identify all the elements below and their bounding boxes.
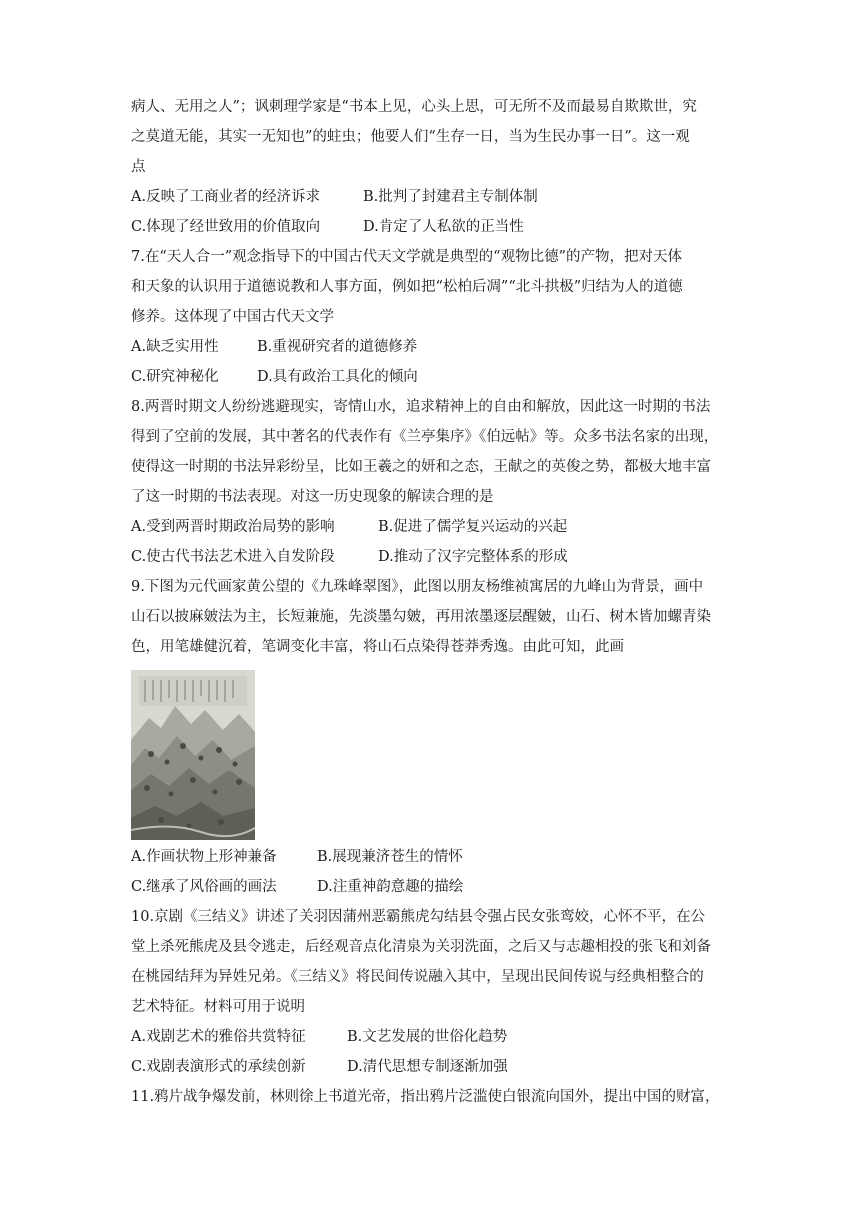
question-stem-line: 7.在“天人合一”观念指导下的中国古代天文学就是典型的“观物比德”的产物，把对天体: [131, 249, 682, 265]
option-a: A.受到两晋时期政治局势的影响: [131, 519, 335, 535]
question-8: [131, 392, 731, 572]
question-7: [131, 242, 731, 392]
question-stem-line: 山石以披麻皴法为主，长短兼施，先淡墨勾皴，再用浓墨逐层醒皴，山石、树木皆加螺青染: [131, 609, 711, 625]
option-b: B.促进了儒学复兴运动的兴起: [378, 519, 568, 535]
option-row: [131, 212, 731, 242]
question-9: [131, 572, 731, 902]
option-d: D.推动了汉字完整体系的形成: [378, 549, 568, 565]
option-c: C.戏剧表演形式的承续创新: [131, 1059, 306, 1075]
option-row: [131, 512, 731, 542]
option-d: D.肯定了人私欲的正当性: [363, 219, 524, 235]
option-row: [131, 332, 731, 362]
question-stem-line: 8.两晋时期文人纷纷逃避现实，寄情山水，追求精神上的自由和解放，因此这一时期的书法: [131, 399, 711, 415]
question-stem-line: 堂上杀死熊虎及县令逃走，后经观音点化清泉为关羽洗面，之后又与志趣相投的张飞和刘备: [131, 939, 711, 955]
question-stem-line: 之莫道无能，其实一无知也”的蛀虫；他要人们“生存一日，当为生民办事一日”。这一观: [131, 129, 690, 145]
option-row: [131, 542, 731, 572]
option-row: [131, 842, 731, 872]
question-stem-line: 9.下图为元代画家黄公望的《九珠峰翠图》，此图以朋友杨维祯寓居的九峰山为背景，画中: [131, 579, 704, 595]
option-b: B.重视研究者的道德修养: [257, 339, 418, 355]
option-a: A.反映了工商业者的经济诉求: [131, 189, 321, 205]
option-a: A.戏剧艺术的雅俗共赏特征: [131, 1029, 306, 1045]
option-a: A.作画状物上形神兼备: [131, 849, 277, 865]
option-b: B.展现兼济苍生的情怀: [317, 849, 463, 865]
question-11: [131, 1082, 731, 1112]
question-stem-line: 11.鸦片战争爆发前，林则徐上书道光帝，指出鸦片泛滥使白银流向国外，提出中国的财富，: [131, 1089, 720, 1105]
question-stem-line: 病人、无用之人”；讽刺理学家是“书本上见，心头上思，可无所不及而最易自欺欺世，究: [131, 99, 697, 115]
option-d: D.注重神韵意趣的描绘: [317, 879, 464, 895]
option-row: [131, 182, 731, 212]
question-6: [131, 92, 731, 242]
option-row: [131, 362, 731, 392]
question-stem-line: 点: [131, 159, 146, 175]
question-10: [131, 902, 731, 1082]
option-c: C.使古代书法艺术进入自发阶段: [131, 549, 335, 565]
exam-page: [131, 92, 731, 1112]
option-d: D.具有政治工具化的倾向: [257, 369, 418, 385]
option-b: B.批判了封建君主专制体制: [363, 189, 538, 205]
option-c: C.体现了经世致用的价值取向: [131, 219, 321, 235]
option-b: B.文艺发展的世俗化趋势: [347, 1029, 508, 1045]
option-c: C.继承了风俗画的画法: [131, 879, 277, 895]
option-c: C.研究神秘化: [131, 369, 219, 385]
question-stem-line: 色，用笔雄健沉着，笔调变化丰富，将山石点染得苍莽秀逸。由此可知，此画: [131, 639, 624, 655]
option-row: [131, 1022, 731, 1052]
option-row: [131, 872, 731, 902]
question-stem-line: 得到了空前的发展，其中著名的代表作有《兰亭集序》《伯远帖》等。众多书法名家的出现，: [131, 429, 719, 445]
option-row: [131, 1052, 731, 1082]
question-stem-line: 修养。这体现了中国古代天文学: [131, 309, 334, 325]
question-stem-line: 了这一时期的书法表现。对这一历史现象的解读合理的是: [131, 489, 494, 505]
question-stem-line: 10.京剧《三结义》讲述了关羽因蒲州恶霸熊虎勾结县令强占民女张鸾姣，心怀不平，在公: [131, 909, 706, 925]
question-stem-line: 和天象的认识用于道德说教和人事方面，例如把“松柏后凋”“北斗拱极”归结为人的道德: [131, 279, 683, 295]
question-stem-line: 艺术特征。材料可用于说明: [131, 999, 305, 1015]
question-stem-line: 在桃园结拜为异姓兄弟。《三结义》将民间传说融入其中，呈现出民间传说与经典相整合的: [131, 969, 704, 985]
option-a: A.缺乏实用性: [131, 339, 219, 355]
question-stem-line: 使得这一时期的书法异彩纷呈，比如王羲之的妍和之态，王献之的英俊之势，都极大地丰富: [131, 459, 711, 475]
landscape-painting-image: [131, 670, 255, 840]
option-d: D.清代思想专制逐渐加强: [347, 1059, 508, 1075]
